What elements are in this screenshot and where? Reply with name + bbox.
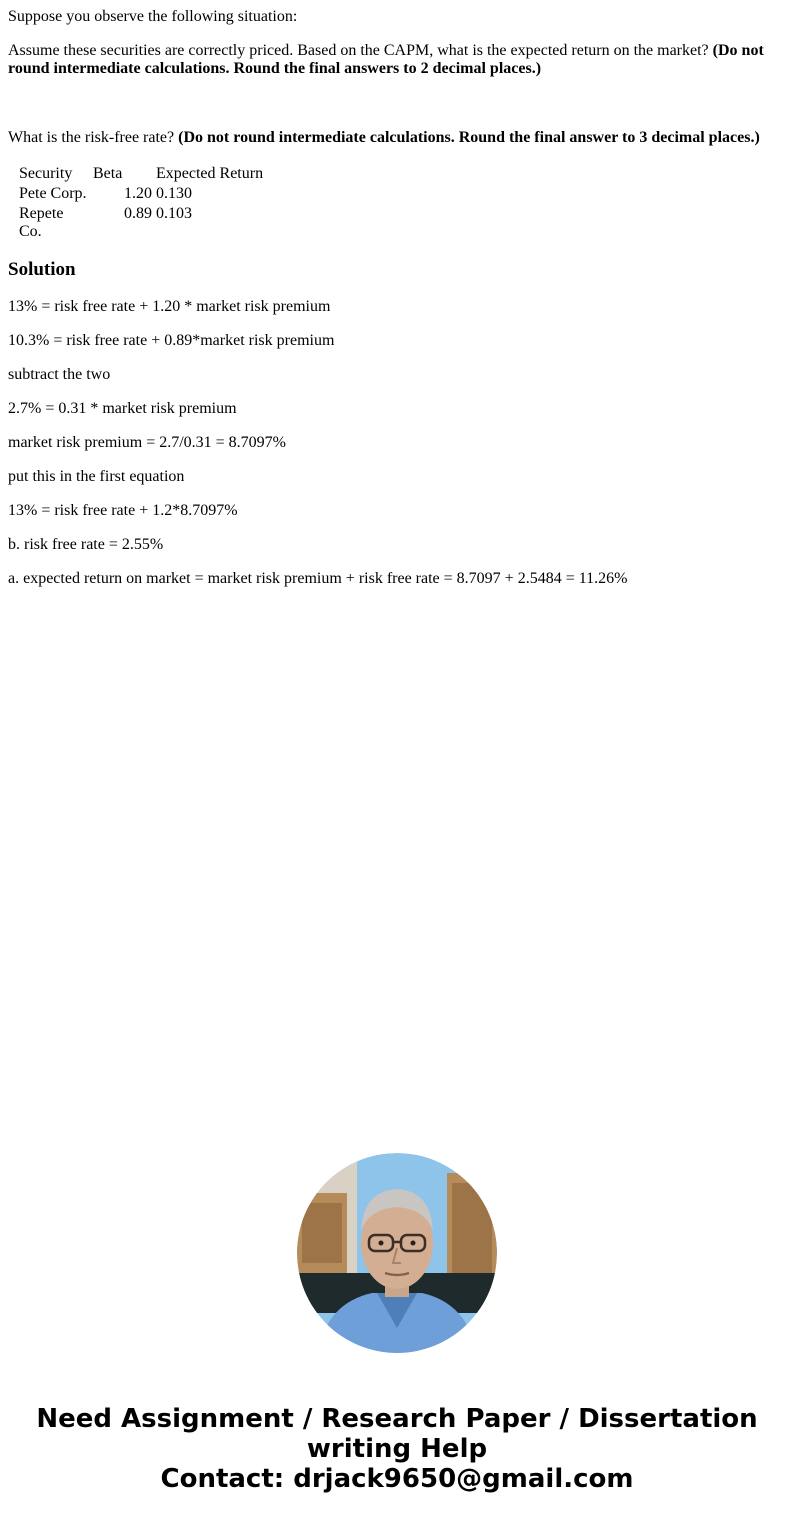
table-header-expected-return: Expected Return [156, 165, 264, 182]
question-intro: Suppose you observe the following situation: [8, 8, 298, 25]
footer-line-2: writing Help [306, 1434, 488, 1464]
solution-line: subtract the two [8, 366, 111, 383]
securities-table [16, 163, 307, 243]
question-part-b-text: What is the risk-free rate? [8, 129, 175, 146]
table-cell-expected-return: 0.130 [156, 185, 192, 202]
question-part-b [8, 129, 786, 147]
answer-spacer [8, 78, 786, 129]
solution-line: a. expected return on market = market risk premium + risk free rate = 8.7097 + 2.5484 = 11.26% [8, 570, 628, 587]
footer-line-1: Need Assignment / Research Paper / Dissertation [36, 1404, 758, 1434]
solution-line: market risk premium = 2.7/0.31 = 8.7097% [8, 434, 287, 451]
table-header-beta: Beta [93, 165, 123, 182]
solution-line: 10.3% = risk free rate + 0.89*market risk premium [8, 332, 335, 349]
table-header-row [18, 165, 305, 183]
question-part-a-text: Assume these securities are correctly priced. Based on the CAPM, what is the expected return on the market? [8, 42, 709, 59]
table-header-security: Security [19, 165, 73, 182]
table-row [18, 205, 305, 241]
solution-line: 13% = risk free rate + 1.2*8.7097% [8, 502, 238, 519]
question-part-a-note: (Do not round intermediate calculations. Round the final answers to 2 decimal places.) [8, 42, 764, 77]
author-portrait-image [297, 1153, 497, 1353]
table-cell-security: Pete Corp. [19, 185, 87, 202]
solution-body [8, 298, 786, 588]
solution-line: 13% = risk free rate + 1.20 * market risk premium [8, 298, 331, 315]
table-cell-expected-return: 0.103 [156, 205, 192, 222]
table-row [18, 185, 305, 203]
document-body [8, 8, 786, 604]
footer-contact [0, 1404, 794, 1494]
table-cell-security: Repete Co. [19, 205, 64, 240]
solution-line: put this in the first equation [8, 468, 185, 485]
footer-contact-email: Contact: drjack9650@gmail.com [160, 1464, 634, 1494]
solution-line: 2.7% = 0.31 * market risk premium [8, 400, 237, 417]
question-part-b-note: (Do not round intermediate calculations. Round the final answer to 3 decimal places.) [178, 129, 760, 146]
table-cell-beta: 0.89 [124, 205, 152, 222]
author-photo [297, 1153, 497, 1353]
solution-line: b. risk free rate = 2.55% [8, 536, 164, 553]
question-part-a [8, 42, 786, 78]
table-cell-beta: 1.20 [124, 185, 152, 202]
solution-heading: Solution [8, 259, 76, 280]
